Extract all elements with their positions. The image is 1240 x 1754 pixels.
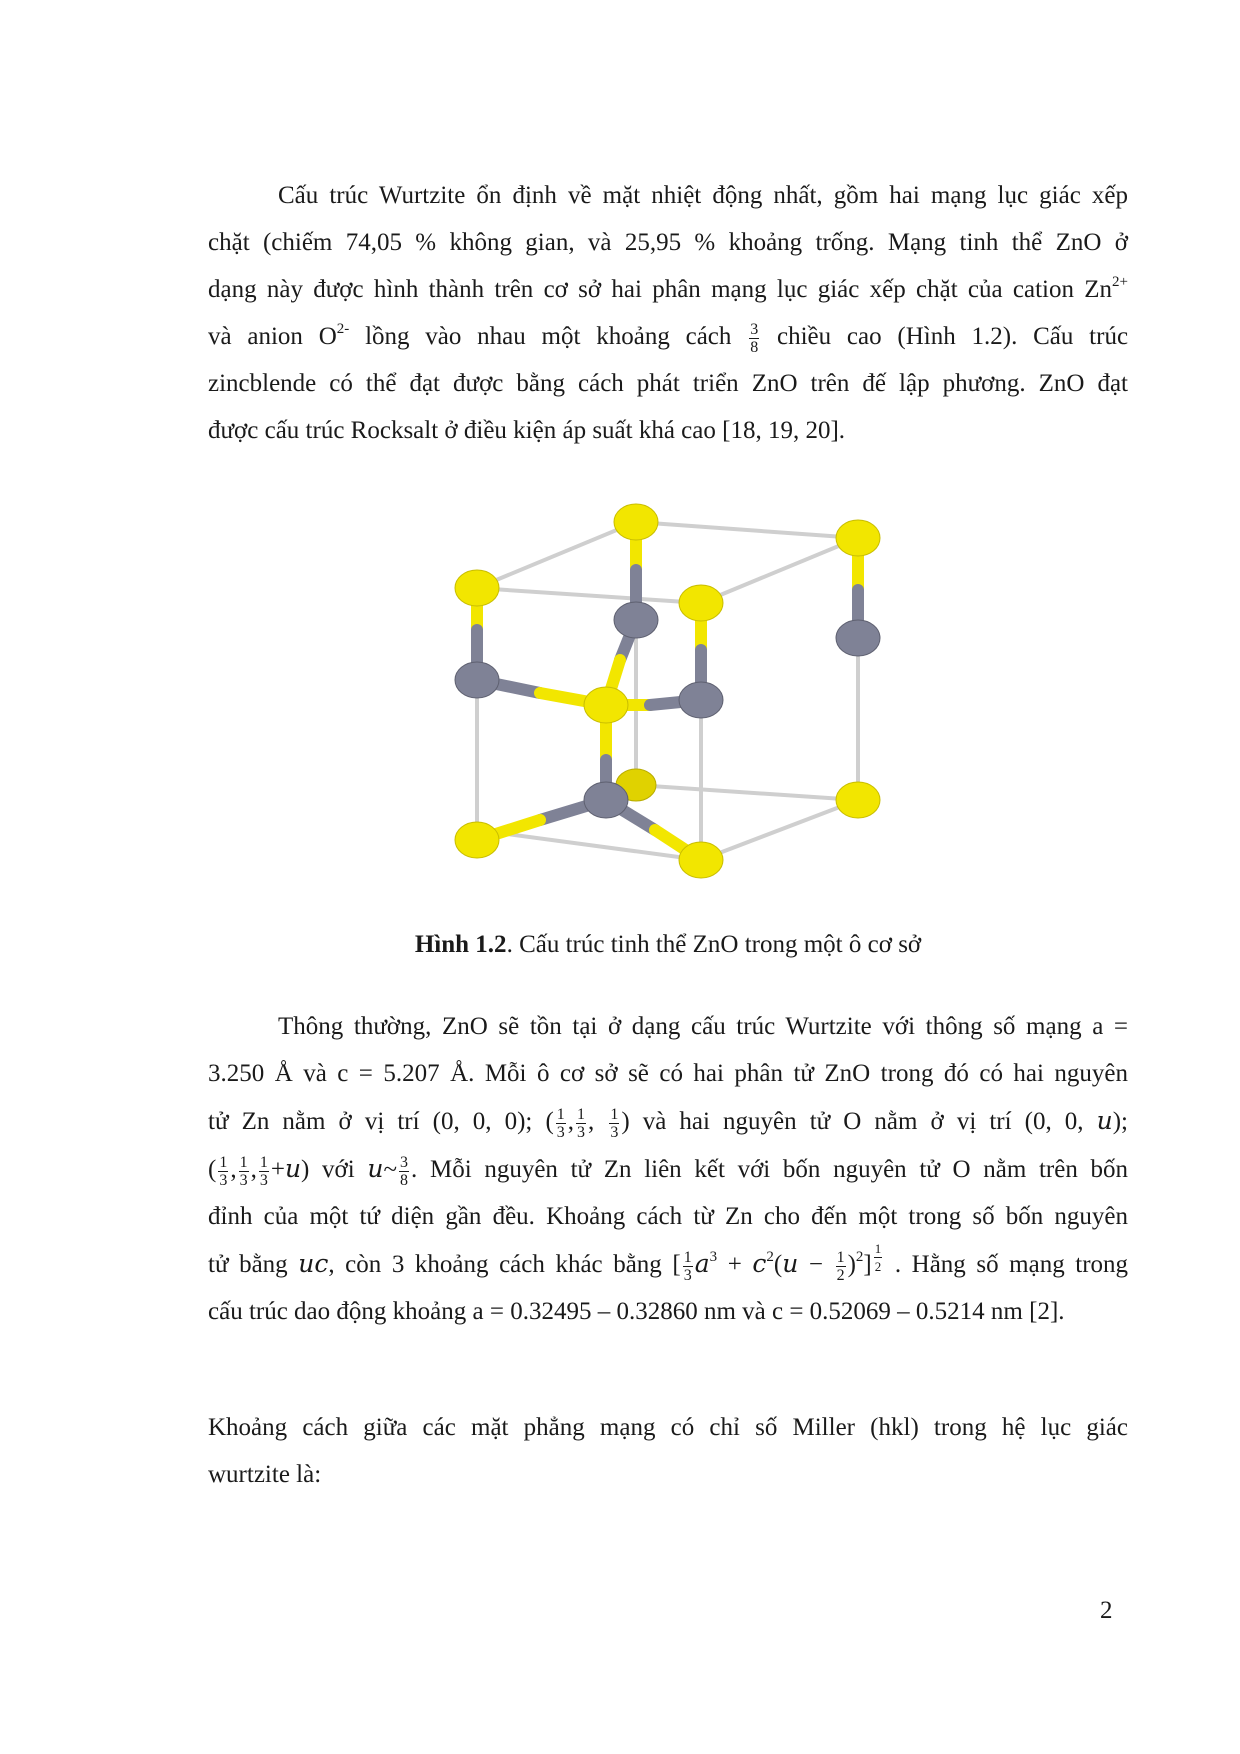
text-line: Khoảng cách giữa các mặt phẳng mạng có chỉ số Miller (hkl) trong hệ lục giác bbox=[208, 1414, 1128, 1441]
paragraph-miller-spacing bbox=[208, 1404, 1128, 1498]
fraction: $\frac{1}{3}$ bbox=[219, 1153, 228, 1189]
text-line: chặt (chiếm 74,05 % không gian, và 25,95 % khoảng trống. Mạng tinh thể ZnO ở bbox=[208, 229, 1128, 256]
zinc-atom bbox=[679, 682, 723, 718]
fraction: $\frac{1}{3}$ bbox=[610, 1105, 619, 1141]
fraction: $\frac{1}{3}$ bbox=[556, 1105, 565, 1141]
oxygen-atom bbox=[679, 842, 723, 878]
text-run: chiều cao (Hình 1.2). Cấu trúc bbox=[777, 323, 1129, 350]
text-run: ); bbox=[1112, 1108, 1128, 1135]
text-run: ) và hai nguyên tử O nằm ở vị trí (0, 0, bbox=[621, 1108, 1084, 1135]
text-run: lồng vào nhau một khoảng cách bbox=[365, 323, 732, 350]
math-var: u bbox=[284, 1154, 302, 1183]
text-run: . Mỗi nguyên tử Zn liên kết với bốn nguyên tử O nằm trên bốn bbox=[411, 1156, 1129, 1183]
fraction: $\frac{1}{3}$ bbox=[259, 1153, 268, 1189]
text-line bbox=[208, 266, 1128, 313]
oxygen-atom bbox=[679, 585, 723, 621]
text-line: cấu trúc dao động khoảng a = 0.32495 – 0.32860 nm và c = 0.52069 – 0.5214 nm [2]. bbox=[208, 1298, 1065, 1325]
oxygen-atom bbox=[836, 782, 880, 818]
oxygen-atom bbox=[455, 822, 499, 858]
figure-caption bbox=[208, 930, 1128, 960]
text-line bbox=[208, 313, 1128, 360]
text-line: đỉnh của một tứ diện gần đều. Khoảng cách từ Zn cho đến một trong số bốn nguyên bbox=[208, 1203, 1128, 1230]
fraction: $\frac{3}{8}$ bbox=[750, 320, 759, 356]
text-run: . Hằng số mạng trong bbox=[894, 1251, 1129, 1278]
text-line: Thông thường, ZnO sẽ tồn tại ở dạng cấu trúc Wurtzite với thông số mạng a = bbox=[278, 1013, 1128, 1040]
fraction: 1 2 bbox=[874, 1241, 882, 1275]
fraction: $\frac{1}{2}$ bbox=[836, 1248, 845, 1284]
zinc-atom bbox=[614, 602, 658, 638]
text-run: dạng này được hình thành trên cơ sở hai phân mạng lục giác xếp chặt của cation Zn bbox=[208, 276, 1113, 303]
text-run: tử Zn nằm ở vị trí (0, 0, 0); ( bbox=[208, 1108, 554, 1135]
text-line: Cấu trúc Wurtzite ổn định về mặt nhiệt động nhất, gồm hai mạng lục giác xếp bbox=[278, 182, 1128, 209]
zinc-atom bbox=[836, 620, 880, 656]
oxygen-atom bbox=[836, 520, 880, 556]
text-line: được cấu trúc Rocksalt ở điều kiện áp suất khá cao [18, 19, 20]. bbox=[208, 417, 846, 444]
fraction: $\frac{3}{8}$ bbox=[400, 1153, 409, 1189]
text-line: zincblende có thể đạt được bằng cách phát triển ZnO trên đế lập phương. ZnO đạt bbox=[208, 370, 1128, 397]
zinc-atom bbox=[455, 662, 499, 698]
bonds bbox=[477, 522, 858, 860]
fraction: $\frac{1}{3}$ bbox=[239, 1153, 248, 1189]
math-var: u bbox=[1096, 1106, 1113, 1135]
superscript: 2- bbox=[336, 321, 350, 337]
oxygen-atom bbox=[455, 570, 499, 606]
fraction: $\frac{1}{3}$ bbox=[577, 1105, 586, 1141]
caption-label: Hình 1.2 bbox=[414, 931, 507, 958]
text-run: và anion O bbox=[208, 323, 337, 350]
math-var: u bbox=[367, 1154, 384, 1183]
page-number: 2 bbox=[1100, 1597, 1113, 1624]
fraction: $\frac{1}{3}$ bbox=[683, 1248, 692, 1284]
paragraph-wurtzite-intro bbox=[208, 172, 1128, 454]
math-var: uc bbox=[298, 1249, 329, 1278]
paragraph-lattice-parameters bbox=[208, 1003, 1128, 1335]
oxygen-atom bbox=[584, 687, 628, 723]
superscript: 2+ bbox=[1112, 274, 1128, 290]
text-line: ( $\frac{1}{3}$ , $\frac{1}{3}$ , $\frac{1}{3}$ +u) với u~ $\frac{3}{8}$ . Mỗi nguyên tử Zn liên kết với bốn nguyên tử O nằm trên bốn bbox=[208, 1153, 1129, 1189]
text-line: wurtzite là: bbox=[208, 1461, 322, 1488]
zinc-atom bbox=[584, 782, 628, 818]
text-run: , còn 3 khoảng cách khác bằng [ bbox=[328, 1251, 681, 1278]
text-line: 3.250 Å và c = 5.207 Å. Mỗi ô cơ sở sẽ có hai phân tử ZnO trong đó có hai nguyên bbox=[208, 1060, 1128, 1087]
caption-text: . Cấu trúc tinh thể ZnO trong một ô cơ sở bbox=[506, 931, 922, 958]
oxygen-atom bbox=[614, 504, 658, 540]
zno-unit-cell-figure bbox=[440, 500, 900, 890]
text-line: tử bằng uc, còn 3 khoảng cách khác bằng [ $\frac{1}{3}$ $a^3 + c^2(u$ − $\frac{1}{2}$ )$^2$] $^{\frac{1}{2}}$ . Hằng số mạng trong bbox=[208, 1241, 1129, 1284]
text-line: tử Zn nằm ở vị trí (0, 0, 0); ( $\frac{1}{3}$ , $\frac{1}{3}$ , $\frac{1}{3}$ ) và hai nguyên tử O nằm ở vị trí (0, 0, u); bbox=[208, 1105, 1128, 1141]
